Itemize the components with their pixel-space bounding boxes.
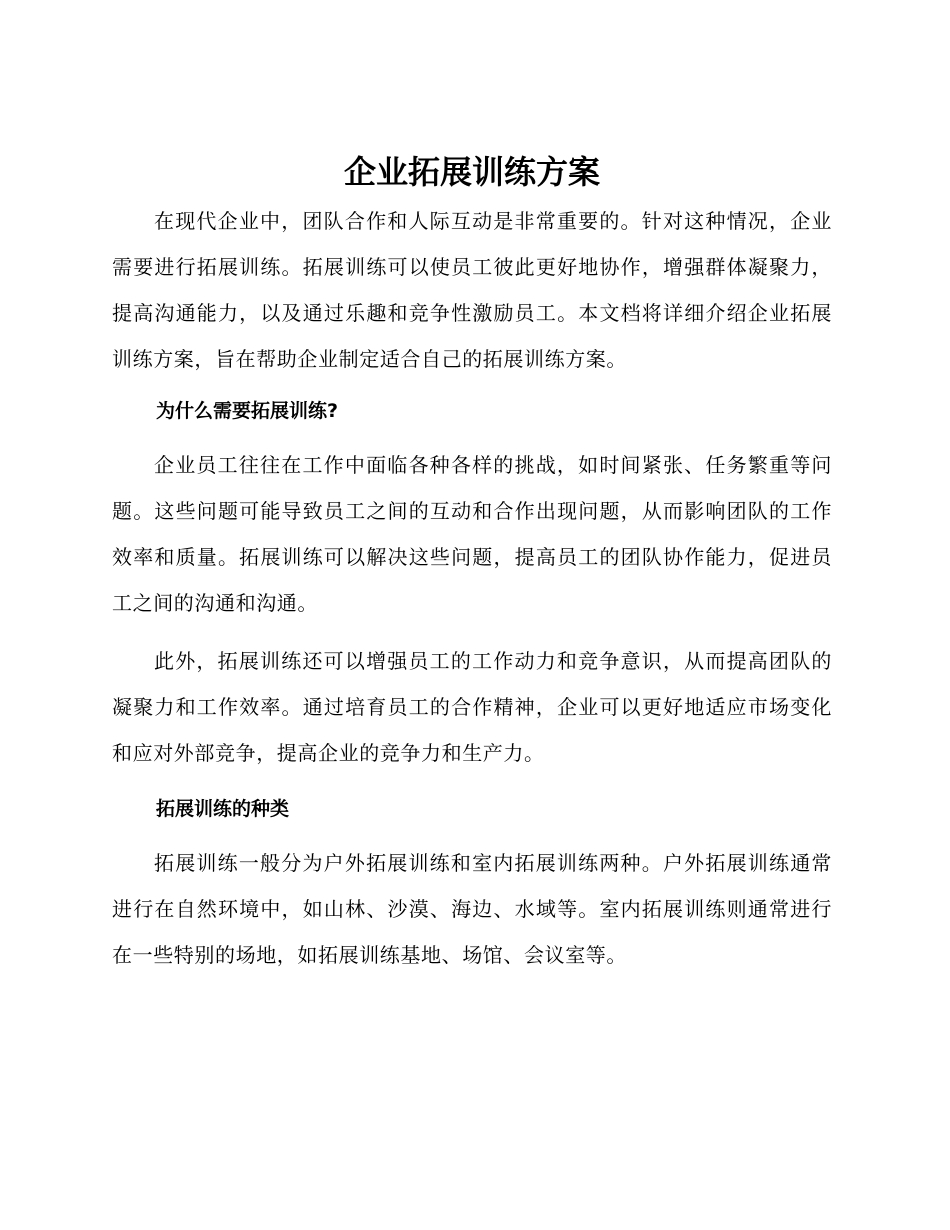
section-types-paragraph-1: 拓展训练一般分为户外拓展训练和室内拓展训练两种。户外拓展训练通常进行在自然环境中，如山林、沙漠、海边、水域等。室内拓展训练则通常进行在一些特别的场地，如拓展训练基地、场馆、会议室等。 [112,851,832,967]
document-page [112,150,832,978]
section-heading-types: 拓展训练的种类 [156,798,290,820]
intro-paragraph: 在现代企业中，团队合作和人际互动是非常重要的。针对这种情况，企业需要进行拓展训练。拓展训练可以使员工彼此更好地协作，增强群体凝聚力，提高沟通能力，以及通过乐趣和竞争性激励员工。本文档将详细介绍企业拓展训练方案，旨在帮助企业制定适合自己的拓展训练方案。 [112,209,832,371]
document-title: 企业拓展训练方案 [343,153,600,191]
section-why-paragraph-2: 此外，拓展训练还可以增强员工的工作动力和竞争意识，从而提高团队的凝聚力和工作效率。通过培育员工的合作精神，企业可以更好地适应市场变化和应对外部竞争，提高企业的竞争力和生产力。 [112,649,832,765]
section-why-paragraph-1: 企业员工往往在工作中面临各种各样的挑战，如时间紧张、任务繁重等问题。这些问题可能导致员工之间的互动和合作出现问题，从而影响团队的工作效率和质量。拓展训练可以解决这些问题，提高员工的团队协作能力，促进员工之间的沟通和沟通。 [112,453,832,615]
section-heading-why: 为什么需要拓展训练? [156,400,339,422]
